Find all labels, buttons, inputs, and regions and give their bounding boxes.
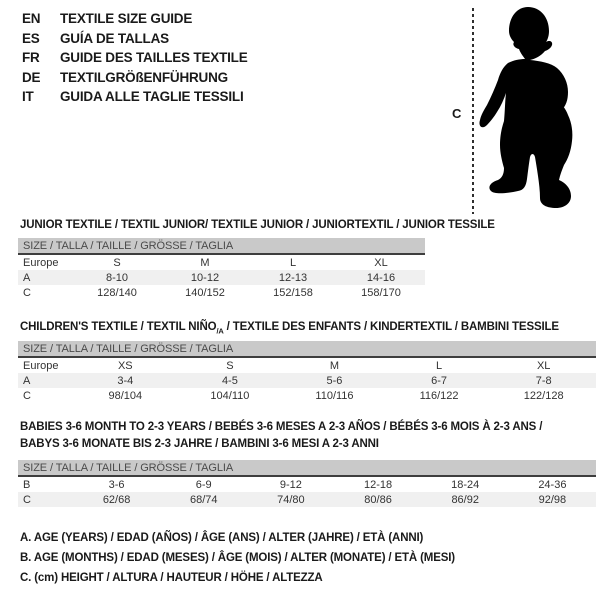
row-label: C bbox=[18, 492, 73, 507]
cell: 152/158 bbox=[273, 286, 313, 299]
language-row bbox=[22, 9, 248, 29]
children-heading-post: / TEXTILE DES ENFANTS / KINDERTEXTIL / BAMBINI TESSILE bbox=[223, 321, 559, 333]
table-row bbox=[18, 270, 425, 285]
cell: 24-36 bbox=[538, 478, 567, 491]
guide-title: TEXTILE SIZE GUIDE bbox=[60, 11, 193, 27]
children-section-heading bbox=[20, 319, 559, 340]
cell: 122/128 bbox=[523, 389, 564, 402]
legend-note-c: C. (cm) HEIGHT / ALTURA / HAUTEUR / HÖHE / ALTEZZA bbox=[20, 572, 323, 584]
language-code: ES bbox=[22, 30, 40, 46]
cell: 7-8 bbox=[491, 373, 596, 388]
column-header: Europe bbox=[23, 359, 59, 372]
column-header: S bbox=[113, 256, 121, 269]
cell: 5-6 bbox=[282, 373, 387, 388]
cell: 14-16 bbox=[337, 270, 425, 285]
cell: 3-4 bbox=[73, 373, 178, 388]
babies-heading-line1: BABIES 3-6 MONTH TO 2-3 YEARS / BEBÉS 3-6 MESES A 2-3 AÑOS / BÉBÉS 3-6 MOIS À 2-3 ANS / bbox=[20, 421, 543, 433]
column-header: Europe bbox=[23, 256, 59, 269]
height-measure-label: C bbox=[452, 106, 462, 121]
cell: 98/104 bbox=[108, 389, 143, 402]
column-header: M bbox=[200, 256, 210, 269]
row-label: A bbox=[18, 373, 73, 388]
cell: 6-7 bbox=[387, 373, 492, 388]
language-code: EN bbox=[22, 11, 41, 27]
language-code: DE bbox=[22, 69, 41, 85]
table-row bbox=[18, 388, 596, 403]
table-row bbox=[18, 254, 425, 270]
cell: 158/170 bbox=[361, 286, 401, 299]
column-header: L bbox=[436, 359, 443, 372]
row-label: C bbox=[23, 286, 31, 299]
cell: 86/92 bbox=[422, 492, 509, 507]
language-row bbox=[22, 68, 248, 88]
children-heading-pre: CHILDREN'S TEXTILE / TEXTIL NIÑO bbox=[20, 321, 217, 333]
table-row bbox=[18, 476, 596, 492]
row-label: B bbox=[23, 478, 31, 491]
cell: 3-6 bbox=[108, 478, 125, 491]
column-header: XL bbox=[374, 256, 388, 269]
cell: 12-13 bbox=[249, 270, 337, 285]
language-row bbox=[22, 48, 248, 68]
language-code: IT bbox=[22, 89, 34, 105]
table-row bbox=[18, 357, 596, 373]
column-header: S bbox=[226, 359, 234, 372]
cell: 18-24 bbox=[451, 478, 480, 491]
cell: 9-12 bbox=[279, 478, 302, 491]
cell: 62/68 bbox=[73, 492, 160, 507]
cell: 68/74 bbox=[160, 492, 247, 507]
guide-title: TEXTILGRÖßENFÜHRUNG bbox=[60, 69, 228, 85]
cell: 6-9 bbox=[195, 478, 212, 491]
legend-note-a: A. AGE (YEARS) / EDAD (AÑOS) / ÂGE (ANS) / ALTER (JAHRE) / ETÀ (ANNI) bbox=[20, 532, 424, 544]
language-row bbox=[22, 29, 248, 49]
legend-notes bbox=[20, 528, 455, 588]
babies-size-table bbox=[18, 460, 596, 507]
column-header: L bbox=[289, 256, 297, 269]
row-label: A bbox=[18, 270, 73, 285]
column-header: XL bbox=[536, 359, 551, 372]
size-header-bar: SIZE / TALLA / TAILLE / GRÖSSE / TAGLIA bbox=[18, 460, 596, 476]
cell: 116/122 bbox=[419, 389, 459, 402]
cell: 10-12 bbox=[161, 270, 249, 285]
column-header: M bbox=[329, 359, 340, 372]
toddler-silhouette-icon bbox=[479, 5, 597, 212]
junior-section-heading bbox=[20, 217, 495, 234]
cell: 104/110 bbox=[210, 389, 250, 402]
size-header-bar: SIZE / TALLA / TAILLE / GRÖSSE / TAGLIA bbox=[18, 238, 425, 254]
guide-title: GUÍA DE TALLAS bbox=[60, 30, 169, 46]
table-row bbox=[18, 373, 596, 388]
cell: 110/116 bbox=[315, 389, 354, 402]
cell: 80/86 bbox=[334, 492, 421, 507]
babies-heading-line2: BABYS 3-6 MONATE BIS 2-3 JAHRE / BAMBINI 3-6 MESI A 2-3 ANNI bbox=[20, 437, 379, 450]
language-code: FR bbox=[22, 50, 40, 66]
cell: 8-10 bbox=[73, 270, 161, 285]
guide-title: GUIDA ALLE TAGLIE TESSILI bbox=[60, 89, 244, 105]
cell: 140/152 bbox=[185, 286, 225, 299]
cell: 4-5 bbox=[178, 373, 283, 388]
cell: 12-18 bbox=[363, 478, 393, 491]
column-header: XS bbox=[117, 359, 133, 372]
cell: 74/80 bbox=[247, 492, 334, 507]
children-size-table bbox=[18, 341, 596, 403]
cell: 92/98 bbox=[509, 492, 596, 507]
size-header-bar: SIZE / TALLA / TAILLE / GRÖSSE / TAGLIA bbox=[18, 341, 596, 357]
row-label: C bbox=[23, 389, 31, 402]
table-row bbox=[18, 285, 425, 300]
junior-size-table bbox=[18, 238, 425, 300]
babies-section-heading bbox=[20, 419, 542, 452]
height-measure-dashed-line bbox=[472, 8, 474, 214]
cell: 128/140 bbox=[97, 286, 137, 299]
language-title-list bbox=[22, 9, 248, 107]
junior-heading-text: JUNIOR TEXTILE / TEXTIL JUNIOR/ TEXTILE JUNIOR / JUNIORTEXTIL / JUNIOR TESSILE bbox=[20, 219, 495, 231]
language-row bbox=[22, 87, 248, 107]
guide-title: GUIDE DES TAILLES TEXTILE bbox=[60, 50, 248, 66]
children-heading-sub: /A bbox=[216, 326, 224, 336]
table-row bbox=[18, 492, 596, 507]
legend-note-b: B. AGE (MONTHS) / EDAD (MESES) / ÂGE (MOIS) / ALTER (MONATE) / ETÀ (MESI) bbox=[20, 552, 455, 564]
